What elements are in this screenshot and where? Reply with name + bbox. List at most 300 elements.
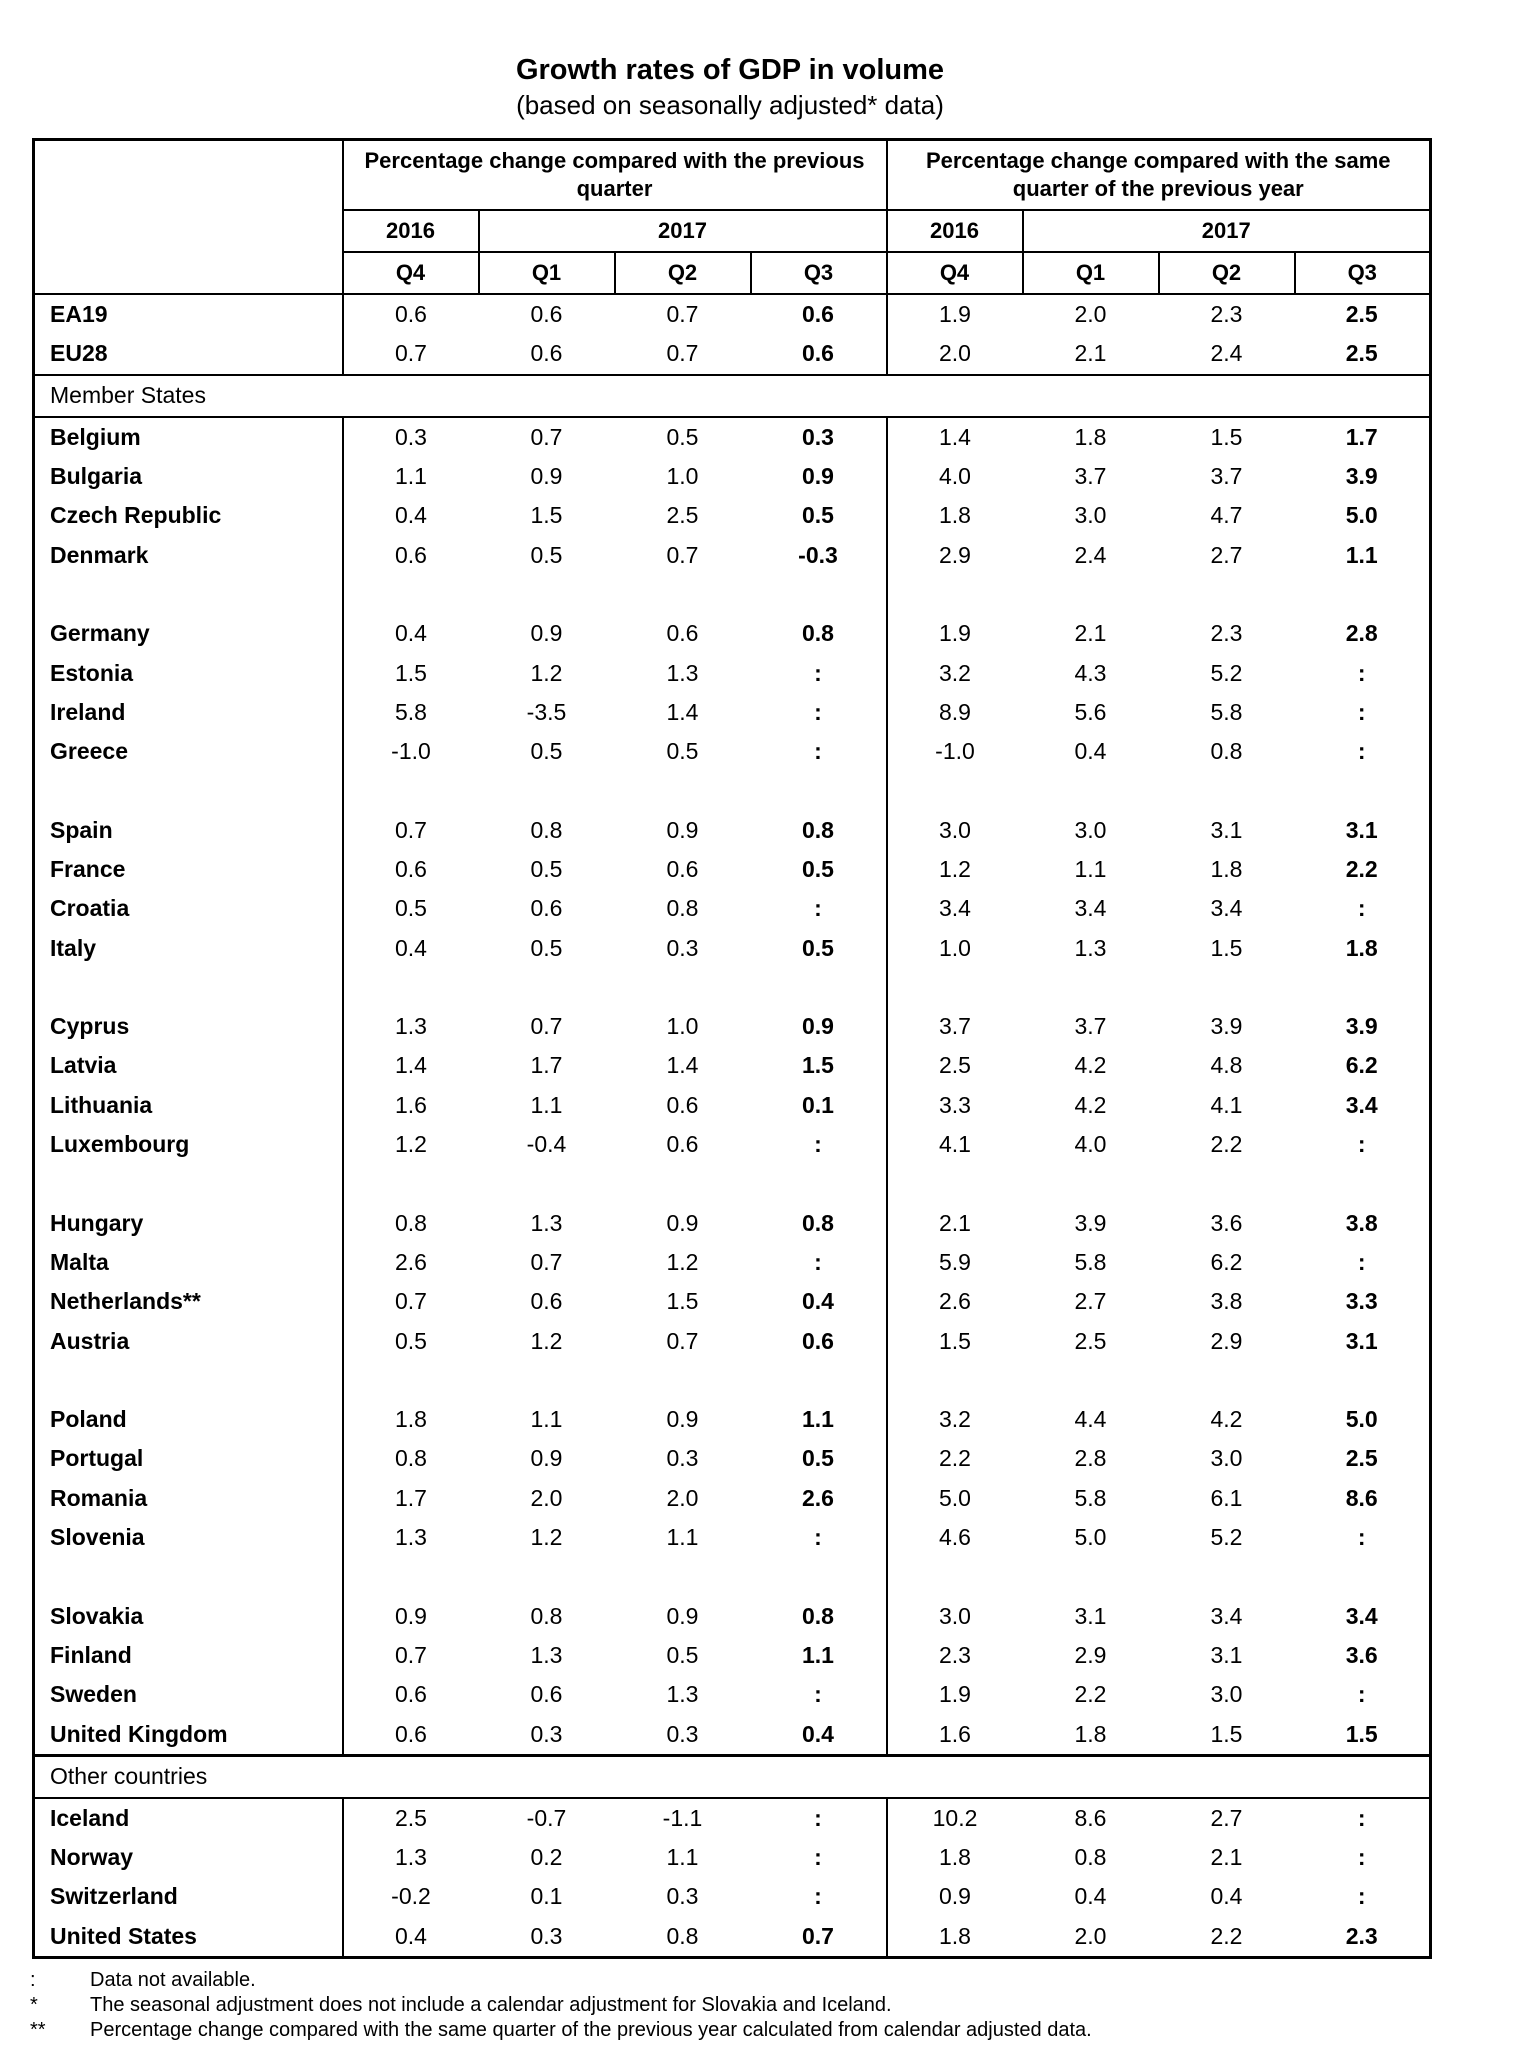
country-name: Italy	[50, 934, 97, 961]
value-cell: 0.8	[666, 1922, 699, 1949]
value-cell: 2.3	[1159, 294, 1295, 334]
value-cell: 0.7	[530, 1248, 563, 1275]
table-row	[34, 1321, 1431, 1360]
country-name: Luxembourg	[50, 1131, 190, 1158]
value-cell: 2.0	[1023, 294, 1159, 334]
value-cell: 1.8	[1074, 1720, 1107, 1747]
value-cell: 5.0	[1345, 1406, 1378, 1433]
country-name: Sweden	[50, 1681, 137, 1708]
value-cell: 2.1	[887, 1204, 1023, 1243]
value-cell: 1.5	[1210, 934, 1243, 961]
value-cell: 2.8	[1074, 1445, 1107, 1472]
value-cell: 1.5	[343, 653, 479, 692]
table-row	[34, 1675, 1431, 1714]
country-name: Netherlands**	[50, 1288, 201, 1315]
table-row	[34, 928, 1431, 967]
value-cell: 2.6	[343, 1243, 479, 1282]
country-name: EU28	[50, 340, 108, 367]
value-cell: 0.8	[1210, 738, 1243, 765]
value-cell: 3.4	[887, 889, 1023, 928]
value-cell: 4.3	[1074, 659, 1107, 686]
country-name: Latvia	[50, 1052, 117, 1079]
value-cell: 5.2	[1210, 1524, 1243, 1551]
table-row	[34, 294, 1431, 334]
value-cell: 5.0	[1345, 502, 1378, 529]
value-cell: 1.7	[343, 1479, 479, 1518]
value-cell: 5.0	[887, 1479, 1023, 1518]
spacer-row	[34, 1164, 1431, 1203]
value-cell: 0.6	[802, 1327, 834, 1354]
country-name: Greece	[50, 738, 129, 765]
value-cell: 1.0	[666, 463, 699, 490]
value-cell: 3.0	[1074, 816, 1107, 843]
footnote-text: The seasonal adjustment does not include a calendar adjustment for Slovakia and Iceland.	[90, 1994, 892, 2016]
country-name: Germany	[50, 620, 150, 647]
country-name: Spain	[50, 816, 113, 843]
section-row	[34, 1755, 1431, 1798]
value-cell: 2.0	[887, 334, 1023, 374]
value-cell: 0.3	[666, 1883, 699, 1910]
value-cell: 0.6	[343, 850, 479, 889]
value-cell: 2.0	[530, 1484, 563, 1511]
value-cell: 2.2	[1210, 1131, 1243, 1158]
value-cell: 0.9	[666, 1602, 699, 1629]
value-cell: 0.6	[666, 856, 699, 882]
country-name: Czech Republic	[50, 502, 222, 529]
value-cell: 3.4	[1345, 1602, 1378, 1629]
table-row	[34, 1204, 1431, 1243]
value-cell: 5.2	[1210, 659, 1243, 686]
value-cell: :	[1357, 698, 1366, 725]
value-cell: :	[1357, 1883, 1366, 1910]
value-cell: 1.8	[887, 496, 1023, 535]
value-cell: 1.9	[887, 1675, 1023, 1714]
value-cell: 0.7	[343, 1282, 479, 1321]
value-cell: 3.0	[1210, 1445, 1243, 1472]
value-cell: -0.4	[526, 1131, 567, 1158]
value-cell: :	[814, 1844, 822, 1871]
value-cell: 4.1	[1210, 1091, 1243, 1118]
value-cell: 0.3	[666, 1720, 699, 1747]
value-cell: 3.2	[887, 1400, 1023, 1439]
value-cell: 0.6	[343, 535, 479, 574]
value-cell: 0.8	[1074, 1844, 1107, 1871]
country-name: Romania	[50, 1484, 148, 1511]
value-cell: :	[1357, 659, 1366, 686]
value-cell: 1.2	[343, 1125, 479, 1164]
table-row	[34, 1007, 1431, 1046]
value-cell: 0.6	[530, 895, 563, 922]
value-cell: 1.1	[666, 1524, 699, 1551]
value-cell: :	[1357, 895, 1366, 922]
value-cell: 1.1	[802, 1406, 834, 1433]
value-cell: 0.4	[1074, 1883, 1107, 1910]
spacer-row	[34, 1557, 1431, 1596]
value-cell: 0.4	[343, 496, 479, 535]
value-cell: 8.9	[887, 693, 1023, 732]
value-cell: 1.8	[1210, 856, 1243, 882]
value-cell: 2.1	[1210, 1844, 1243, 1871]
table-row	[34, 1518, 1431, 1557]
value-cell: 2.2	[1345, 856, 1378, 882]
table-row	[34, 693, 1431, 732]
value-cell: 0.8	[666, 895, 699, 922]
value-cell: :	[1357, 738, 1366, 765]
value-cell: 0.4	[802, 1288, 834, 1315]
table-row	[34, 1046, 1431, 1085]
value-cell: 0.6	[666, 620, 699, 647]
value-cell: 4.0	[1074, 1131, 1107, 1158]
value-cell: 0.5	[802, 934, 834, 961]
value-cell: 2.5	[1074, 1327, 1107, 1354]
footnote-symbol: *	[30, 1994, 38, 2016]
value-cell: 0.1	[530, 1883, 563, 1910]
table-row	[34, 1243, 1431, 1282]
value-cell: -0.7	[526, 1804, 567, 1831]
footnote-symbol: :	[30, 1969, 36, 1991]
footnote-text: Percentage change compared with the same quarter of the previous year calculated from calendar adjusted data.	[90, 2019, 1092, 2041]
header-group-previous-quarter: Percentage change compared with the previous quarter	[343, 140, 887, 211]
value-cell: 0.3	[666, 934, 699, 961]
header-group-previous-year: Percentage change compared with the same quarter of the previous year	[887, 140, 1431, 211]
header-quarter: Q3	[1295, 252, 1431, 294]
value-cell: 1.5	[666, 1288, 699, 1315]
value-cell: 2.0	[1074, 1922, 1107, 1949]
value-cell: 0.8	[530, 816, 563, 843]
footnotes	[30, 1968, 1092, 2043]
table-row	[34, 732, 1431, 771]
header-quarter: Q4	[887, 252, 1023, 294]
country-name: Slovakia	[50, 1602, 144, 1629]
header-quarter: Q3	[751, 252, 887, 294]
country-name: Portugal	[50, 1445, 144, 1472]
value-cell: 0.4	[343, 928, 479, 967]
country-name: Estonia	[50, 659, 134, 686]
value-cell: 2.9	[1074, 1641, 1107, 1668]
value-cell: 3.6	[1210, 1209, 1243, 1236]
value-cell: 1.3	[530, 1209, 563, 1236]
corner-cell	[34, 140, 343, 211]
value-cell: 1.8	[1074, 423, 1107, 450]
country-name: Belgium	[50, 423, 141, 450]
country-name: Bulgaria	[50, 463, 143, 490]
value-cell: 1.0	[887, 928, 1023, 967]
header-year: 2016	[887, 210, 1023, 252]
value-cell: 2.7	[1210, 541, 1243, 568]
table-row	[34, 614, 1431, 653]
value-cell: 5.9	[887, 1243, 1023, 1282]
table-row	[34, 1479, 1431, 1518]
value-cell: -1.0	[343, 732, 479, 771]
table-row	[34, 1597, 1431, 1636]
section-label: Other countries	[34, 1755, 1431, 1798]
value-cell: 3.7	[1210, 463, 1243, 490]
value-cell: :	[814, 659, 822, 686]
value-cell: 1.4	[887, 417, 1023, 457]
value-cell: 6.2	[1210, 1248, 1243, 1275]
value-cell: 0.6	[530, 1288, 563, 1315]
value-cell: -1.1	[662, 1804, 703, 1831]
value-cell: 0.4	[1210, 1883, 1243, 1910]
value-cell: -3.5	[526, 698, 567, 725]
table-body	[34, 294, 1431, 1957]
value-cell: 3.8	[1345, 1209, 1378, 1236]
table-row	[34, 1636, 1431, 1675]
value-cell: 4.8	[1210, 1052, 1243, 1079]
table-row	[34, 1400, 1431, 1439]
country-name: Switzerland	[50, 1883, 178, 1910]
value-cell: 8.6	[1345, 1484, 1378, 1511]
section-label: Member States	[34, 375, 1431, 417]
value-cell: 0.7	[615, 294, 751, 334]
value-cell: 1.8	[343, 1400, 479, 1439]
value-cell: 0.5	[530, 934, 563, 961]
table-row	[34, 496, 1431, 535]
value-cell: 1.6	[343, 1086, 479, 1125]
table-row	[34, 889, 1431, 928]
country-name: Slovenia	[50, 1524, 145, 1551]
table-row	[34, 1714, 1431, 1755]
value-cell: 2.1	[1074, 340, 1107, 367]
value-cell: 1.1	[530, 1091, 563, 1118]
table-row	[34, 334, 1431, 374]
value-cell: 1.1	[666, 1844, 699, 1871]
value-cell: 2.2	[887, 1439, 1023, 1478]
value-cell: :	[814, 1804, 822, 1831]
spacer-row	[34, 968, 1431, 1007]
header-quarter: Q1	[1023, 252, 1159, 294]
value-cell: 3.9	[1210, 1013, 1243, 1040]
value-cell: 2.1	[1074, 620, 1107, 647]
table-row	[34, 653, 1431, 692]
value-cell: 5.8	[343, 693, 479, 732]
value-cell: 1.3	[343, 1007, 479, 1046]
table-row	[34, 1798, 1431, 1838]
country-name: France	[50, 856, 126, 882]
value-cell: 0.9	[343, 1597, 479, 1636]
value-cell: :	[814, 738, 822, 765]
value-cell: 0.5	[343, 889, 479, 928]
country-name: Hungary	[50, 1209, 144, 1236]
value-cell: 5.8	[1210, 698, 1243, 725]
spacer-row	[34, 771, 1431, 810]
value-cell: 2.2	[1074, 1681, 1107, 1708]
value-cell: 2.8	[1345, 620, 1378, 647]
value-cell: 1.5	[802, 1052, 834, 1079]
country-name: Finland	[50, 1641, 132, 1668]
value-cell: 0.9	[666, 1406, 699, 1433]
country-name: Croatia	[50, 895, 130, 922]
footnote	[30, 1993, 1092, 2018]
value-cell: 0.6	[343, 1714, 479, 1755]
value-cell: 1.3	[1074, 934, 1107, 961]
value-cell: :	[1357, 1804, 1366, 1831]
value-cell: 3.0	[1210, 1681, 1243, 1708]
value-cell: 1.9	[887, 294, 1023, 334]
value-cell: 2.5	[1295, 294, 1431, 334]
value-cell: 0.7	[802, 1922, 834, 1949]
table-row	[34, 1282, 1431, 1321]
table-row	[34, 850, 1431, 889]
value-cell: 5.0	[1074, 1524, 1107, 1551]
value-cell: 0.7	[666, 541, 699, 568]
value-cell: 1.2	[530, 659, 563, 686]
country-name: United States	[50, 1922, 197, 1949]
footnote	[30, 2018, 1092, 2043]
value-cell: 5.8	[1074, 1248, 1107, 1275]
value-cell: 1.8	[887, 1917, 1023, 1958]
value-cell: :	[1357, 1524, 1366, 1551]
footnote-symbol: **	[30, 2019, 46, 2041]
value-cell: 0.8	[802, 1209, 834, 1236]
value-cell: 0.4	[802, 1720, 834, 1747]
value-cell: 1.1	[1345, 541, 1378, 568]
page-title: Growth rates of GDP in volume	[515, 54, 945, 86]
value-cell: 1.2	[887, 850, 1023, 889]
value-cell: 3.1	[1074, 1602, 1107, 1629]
table-row	[34, 417, 1431, 457]
value-cell: 2.6	[802, 1484, 834, 1511]
table-row	[34, 1086, 1431, 1125]
country-name: Poland	[50, 1406, 127, 1433]
table-row	[34, 1877, 1431, 1916]
value-cell: 3.7	[887, 1007, 1023, 1046]
header-year: 2017	[479, 210, 887, 252]
value-cell: 2.2	[1210, 1922, 1243, 1949]
value-cell: 2.7	[1210, 1804, 1243, 1831]
value-cell: 3.4	[1074, 895, 1107, 922]
value-cell: :	[1357, 1844, 1366, 1871]
value-cell: 10.2	[887, 1798, 1023, 1838]
value-cell: 1.3	[666, 1681, 699, 1708]
country-name: Iceland	[50, 1804, 130, 1831]
value-cell: 0.3	[343, 417, 479, 457]
value-cell: 3.4	[1210, 1602, 1243, 1629]
value-cell: 4.2	[1074, 1091, 1107, 1118]
value-cell: 8.6	[1074, 1804, 1107, 1831]
value-cell: 4.6	[887, 1518, 1023, 1557]
value-cell: 6.1	[1210, 1484, 1243, 1511]
value-cell: 0.3	[530, 1922, 563, 1949]
value-cell: 4.4	[1074, 1406, 1107, 1433]
spacer-row	[34, 575, 1431, 614]
table-row	[34, 1125, 1431, 1164]
value-cell: 0.4	[343, 1917, 479, 1958]
value-cell: 5.8	[1074, 1484, 1107, 1511]
value-cell: 1.4	[343, 1046, 479, 1085]
value-cell: 0.6	[343, 1675, 479, 1714]
footnote	[30, 1968, 1092, 1993]
value-cell: 1.5	[1210, 1720, 1243, 1747]
header-quarter: Q1	[479, 252, 615, 294]
value-cell: 0.7	[343, 811, 479, 850]
value-cell: 0.5	[530, 738, 563, 765]
value-cell: 3.2	[887, 653, 1023, 692]
value-cell: 1.1	[343, 457, 479, 496]
value-cell: 0.5	[666, 423, 699, 450]
value-cell: 2.4	[1074, 541, 1107, 568]
header-quarter: Q4	[343, 252, 479, 294]
value-cell: 0.3	[530, 1720, 563, 1747]
value-cell: 1.2	[666, 1248, 699, 1275]
value-cell: 0.6	[666, 1091, 699, 1118]
value-cell: 4.2	[1210, 1406, 1243, 1433]
value-cell: 3.4	[1210, 895, 1243, 922]
value-cell: 0.9	[530, 620, 563, 647]
country-name: Norway	[50, 1844, 134, 1871]
value-cell: 3.3	[1345, 1288, 1378, 1315]
value-cell: 3.1	[1210, 816, 1243, 843]
table-row	[34, 1439, 1431, 1478]
value-cell: 3.0	[887, 811, 1023, 850]
value-cell: 2.5	[887, 1046, 1023, 1085]
table-row	[34, 1838, 1431, 1877]
value-cell: 1.5	[1345, 1720, 1378, 1747]
value-cell: 0.7	[530, 423, 563, 450]
country-name: Cyprus	[50, 1013, 130, 1040]
value-cell: 0.4	[343, 614, 479, 653]
value-cell: 1.3	[343, 1838, 479, 1877]
value-cell: 0.6	[343, 294, 479, 334]
country-name: Denmark	[50, 541, 149, 568]
value-cell: 3.9	[1074, 1209, 1107, 1236]
value-cell: 0.7	[343, 334, 479, 374]
value-cell: 3.1	[1345, 1327, 1378, 1354]
value-cell: 1.3	[343, 1518, 479, 1557]
table-row	[34, 535, 1431, 574]
value-cell: 1.5	[1210, 423, 1243, 450]
value-cell: :	[1357, 1681, 1366, 1708]
value-cell: -1.0	[887, 732, 1023, 771]
value-cell: 4.2	[1074, 1052, 1107, 1079]
value-cell: 0.5	[530, 541, 563, 568]
value-cell: 0.6	[751, 294, 887, 334]
value-cell: 3.7	[1074, 463, 1107, 490]
country-name: Lithuania	[50, 1091, 153, 1118]
table-row	[34, 457, 1431, 496]
value-cell: 0.8	[343, 1439, 479, 1478]
value-cell: 0.9	[802, 1013, 834, 1040]
value-cell: 0.7	[666, 340, 699, 367]
value-cell: 3.3	[887, 1086, 1023, 1125]
table-row	[34, 1917, 1431, 1958]
value-cell: 0.7	[530, 1013, 563, 1040]
country-name: Malta	[50, 1248, 109, 1275]
value-cell: 0.7	[343, 1636, 479, 1675]
value-cell: 2.6	[887, 1282, 1023, 1321]
value-cell: 0.5	[802, 1445, 834, 1472]
value-cell: 0.8	[530, 1602, 563, 1629]
value-cell: 0.2	[530, 1844, 563, 1871]
value-cell: 0.9	[802, 463, 834, 490]
value-cell: 2.9	[1210, 1327, 1243, 1354]
value-cell: 3.9	[1345, 463, 1378, 490]
value-cell: :	[814, 1681, 822, 1708]
footnote-text: Data not available.	[90, 1969, 256, 1991]
value-cell: 0.5	[530, 856, 563, 882]
value-cell: 0.6	[530, 340, 563, 367]
value-cell: 0.8	[802, 1602, 834, 1629]
value-cell: 0.6	[666, 1131, 699, 1158]
header-year: 2017	[1023, 210, 1431, 252]
value-cell: 2.3	[1345, 1922, 1378, 1949]
value-cell: 2.4	[1210, 340, 1243, 367]
value-cell: 1.2	[530, 1524, 563, 1551]
value-cell: 3.0	[887, 1597, 1023, 1636]
value-cell: 6.2	[1345, 1052, 1378, 1079]
value-cell: 2.3	[1210, 620, 1243, 647]
value-cell: 1.1	[1074, 856, 1107, 882]
